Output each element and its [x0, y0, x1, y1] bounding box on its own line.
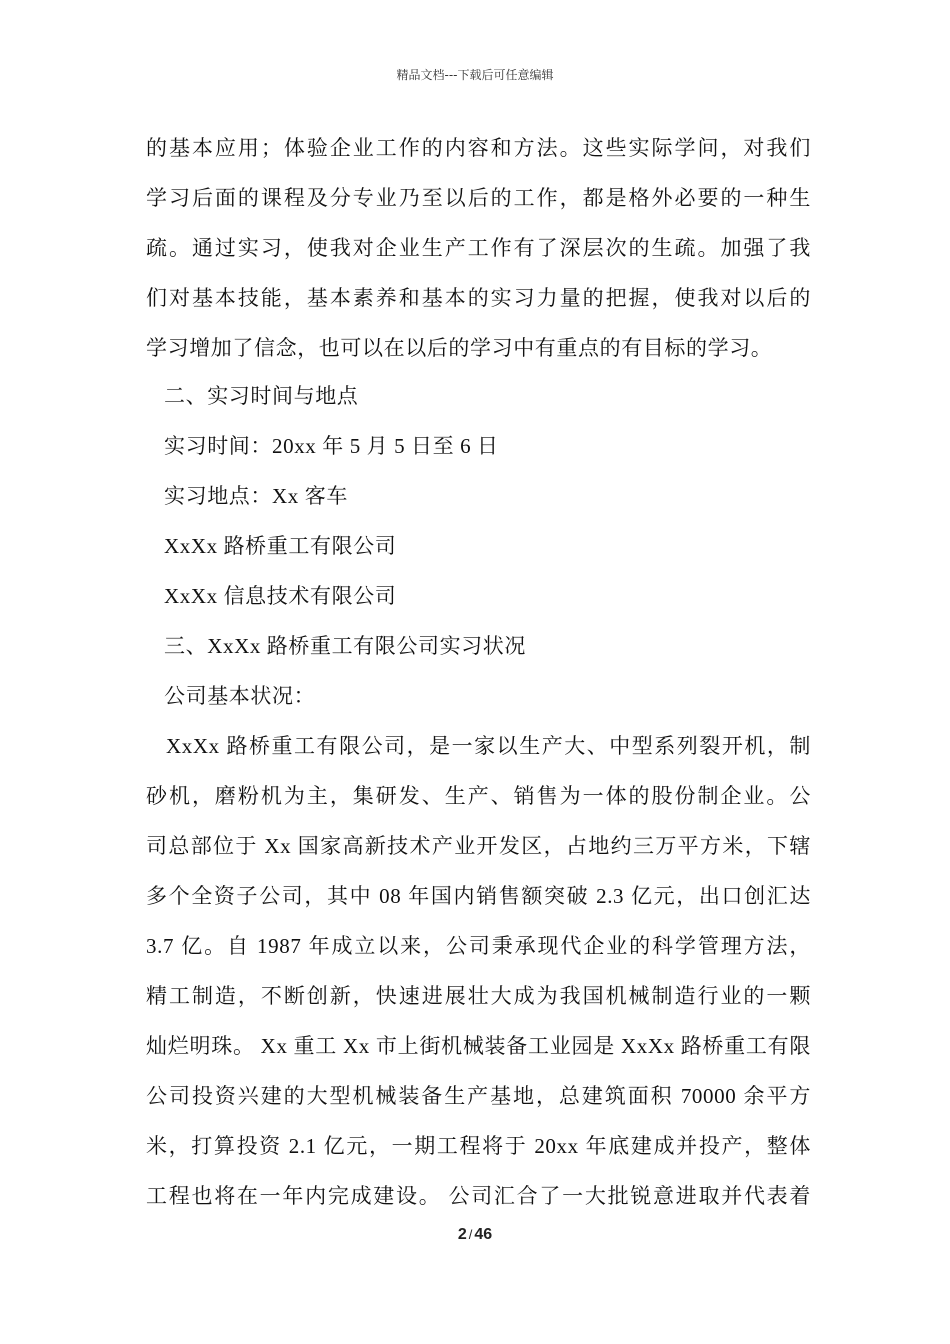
body-line: 的基本应用；体验企业工作的内容和方法。这些实际学问，对我们: [146, 136, 811, 160]
body-line: 3.7 亿。自 1987 年成立以来，公司秉承现代企业的科学管理方法，: [146, 934, 811, 958]
body-line: 学习增加了信念，也可以在以后的学习中有重点的有目标的学习。: [146, 336, 773, 360]
page-number: [0, 1226, 950, 1244]
body-line: XxXx 路桥重工有限公司: [164, 534, 397, 558]
body-line: 灿烂明珠。 Xx 重工 Xx 市上街机械装备工业园是 XxXx 路桥重工有限: [146, 1034, 811, 1058]
page-separator: /: [468, 1227, 473, 1242]
body-line: 实习时间：20xx 年 5 月 5 日至 6 日: [164, 434, 499, 458]
body-line: XxXx 信息技术有限公司: [164, 584, 397, 608]
body-line: 学习后面的课程及分专业乃至以后的工作，都是格外必要的一种生: [146, 186, 811, 210]
total-pages: 46: [474, 1226, 493, 1243]
body-line: 们对基本技能，基本素养和基本的实习力量的把握，使我对以后的: [146, 286, 811, 310]
body-line: 公司投资兴建的大型机械装备生产基地，总建筑面积 70000 余平方: [146, 1084, 811, 1108]
body-line: 多个全资子公司，其中 08 年国内销售额突破 2.3 亿元，出口创汇达: [146, 884, 811, 908]
body-line: 实习地点：Xx 客车: [164, 484, 348, 508]
body-line: 司总部位于 Xx 国家高新技术产业开发区，占地约三万平方米，下辖: [146, 834, 811, 858]
body-line: XxXx 路桥重工有限公司，是一家以生产大、中型系列裂开机，制: [166, 734, 811, 758]
body-line: 米，打算投资 2.1 亿元，一期工程将于 20xx 年底建成并投产，整体: [146, 1134, 811, 1158]
body-line: 公司基本状况：: [164, 684, 316, 708]
section-heading: 三、XxXx 路桥重工有限公司实习状况: [164, 634, 526, 658]
body-line: 精工制造，不断创新，快速进展壮大成为我国机械制造行业的一颗: [146, 984, 811, 1008]
body-line: 砂机，磨粉机为主，集研发、生产、销售为一体的股份制企业。公: [146, 784, 811, 808]
current-page: 2: [457, 1226, 467, 1243]
body-line: 疏。通过实习，使我对企业生产工作有了深层次的生疏。加强了我: [146, 236, 811, 260]
body-line: 工程也将在一年内完成建设。 公司汇合了一大批锐意进取并代表着: [146, 1184, 811, 1208]
page-header: 精品文档---下载后可任意编辑: [396, 68, 554, 82]
section-heading: 二、实习时间与地点: [164, 384, 359, 408]
